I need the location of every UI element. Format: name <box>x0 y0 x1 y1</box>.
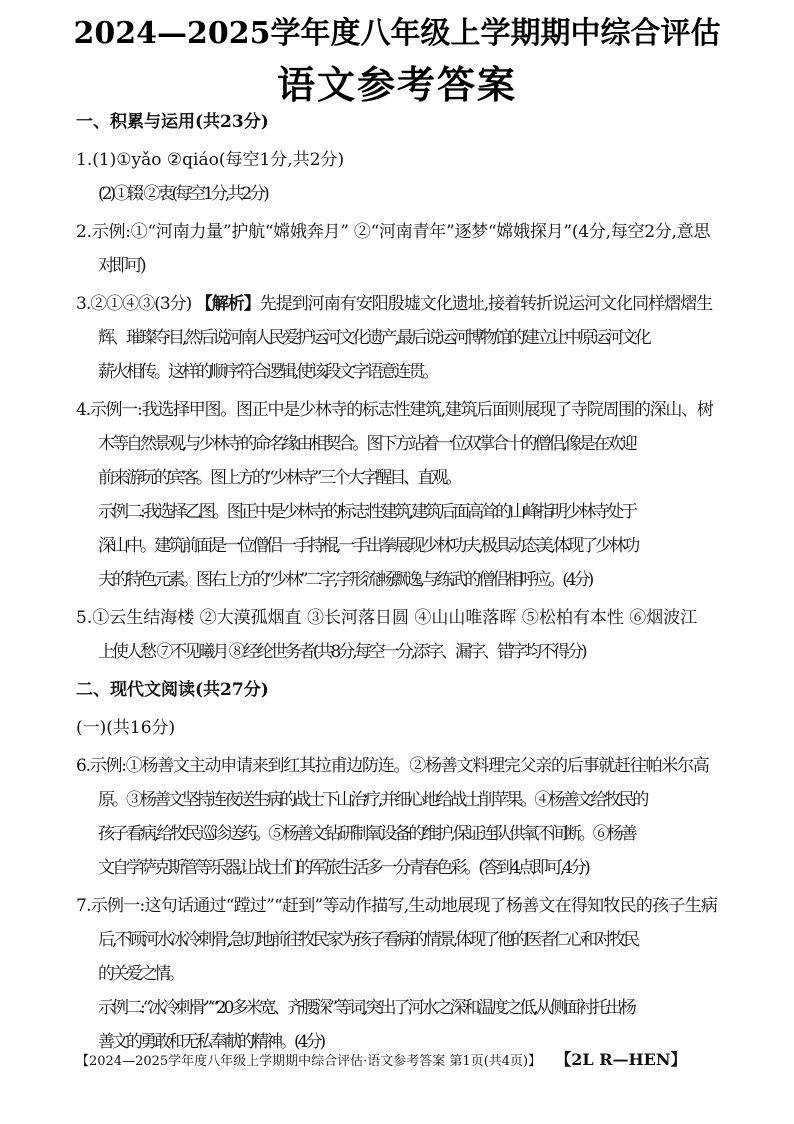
q3-analysis-tag: 【解析】 <box>195 294 260 314</box>
q7-line-3: 的关爱之情。 <box>98 964 182 984</box>
page-title: 2024—2025学年度八年级上学期期中综合评估 <box>73 16 721 51</box>
q4-line-4: 示例二:我选择乙图。图正中是少林寺的标志性建筑,建筑后面高耸的山峰指明少林寺处于 <box>98 502 636 522</box>
question-3 <box>76 292 716 384</box>
section-heading-1: 一、积累与运用(共23分) <box>76 112 269 132</box>
question-2 <box>76 220 716 278</box>
q6-line-3: 孩子看病,给牧民巡诊送药。⑤杨善文钻研制氧设备的维护,保证连队供氧不间断。⑥杨善 <box>98 824 635 844</box>
q6-line-1: 6.示例:①杨善文主动申请来到红其拉甫边防连。②杨善文料理完父亲的后事就赶往帕米尔高 <box>76 756 709 776</box>
section-heading-2: 二、现代文阅读(共27分) <box>76 680 269 700</box>
q6-line-4: 文自学萨克斯管等乐器,让战士们的军旅生活多一分青春色彩。(答到4点即可,4分) <box>98 858 588 878</box>
q2-line-1: 2.示例:①“河南力量”护航“嫦娥奔月” ②“河南青年”逐梦“嫦娥探月”(4分,每空2分,意思 <box>76 222 711 242</box>
q7-line-5: 善文的勇敢和无私奉献的精神。(4分) <box>98 1032 324 1052</box>
q7-line-2: 后,不顾河水冰冷刺骨,急切地前往牧民家为孩子看病的情景,体现了他的医者仁心和对牧民 <box>98 930 638 950</box>
q7-line-1: 7.示例一:这句话通过“蹚过”“赶到”等动作描写,生动地展现了杨善文在得知牧民的孩子生病 <box>76 896 718 916</box>
page-footer <box>76 1047 686 1070</box>
q3-answer: 3.②①④③(3分) <box>76 294 196 314</box>
q4-line-5: 深山中。建筑前面是一位僧侣一手持棍,一手出拳展现少林功夫,极具动态美,体现了少林功 <box>98 536 638 556</box>
question-5 <box>76 606 716 664</box>
q7-line-4: 示例二:“冰冷刺骨”“20多米宽、齐腰深”等词,突出了河水之深和温度之低,从侧面衬托出杨 <box>98 998 634 1018</box>
answer-body <box>76 110 716 1068</box>
q4-line-2: 木等自然景观,与少林寺的命名缘由相契合。图下方站着一位双掌合十的僧侣,像是在欢迎 <box>98 434 635 454</box>
question-6 <box>76 754 716 880</box>
q1-line-1: 1.(1)①yǎo ②qiáo(每空1分,共2分) <box>76 150 345 170</box>
q5-line-1: 5.①云生结海楼 ②大漠孤烟直 ③长河落日圆 ④山山唯落晖 ⑤松柏有本性 ⑥烟波江 <box>76 608 698 628</box>
q1-line-2: (2)①辍 ②衷(每空1分,共2分) <box>98 184 267 204</box>
q4-line-3: 前来游玩的宾客。图上方的“少林寺”三个大字醒目、直观。 <box>98 468 460 488</box>
q5-line-2: 上使人愁 ⑦不见曦月 ⑧经纶世务者(共8分,每空一分,添字、漏字、错字均不得分) <box>98 642 585 662</box>
question-1 <box>76 148 716 206</box>
question-7 <box>76 894 716 1054</box>
subsection-heading: (一)(共16分) <box>76 718 176 738</box>
q6-line-2: 原。③杨善文坚持连夜送生病的战士下山治疗,并细心地给战士削苹果。④杨善文给牧民的 <box>98 790 647 810</box>
q3-line-3: 薪火相传。这样的顺序符合逻辑,使该段文字语意连贯。 <box>98 362 437 382</box>
q2-line-2: 对即可) <box>98 256 144 276</box>
question-4 <box>76 398 716 592</box>
page-subtitle: 语文参考答案 <box>276 62 517 107</box>
q4-line-1: 4.示例一:我选择甲图。图正中是少林寺的标志性建筑,建筑后面则展现了寺院周围的深山、树 <box>76 400 713 420</box>
q4-line-6: 夫的特色元素。图右上方的“少林”二字,字形流畅飘逸,与练武的僧侣相呼应。(4分) <box>98 570 592 590</box>
q3-line-2: 辉、璀璨夺目,然后说河南人民爱护运河文化遗产,最后说运河博物馆的建立让中原运河文化 <box>98 328 649 348</box>
footer-text: 【2024—2025学年度八年级上学期期中综合评估·语文参考答案 第1页(共4页)】 <box>76 1054 542 1069</box>
footer-code: 【2L R—HEN】 <box>555 1050 687 1069</box>
q3-line-1 <box>76 292 716 316</box>
q3-analysis-text: 先提到河南有安阳殷墟文化遗址,接着转折说运河文化同样熠熠生 <box>259 294 713 314</box>
